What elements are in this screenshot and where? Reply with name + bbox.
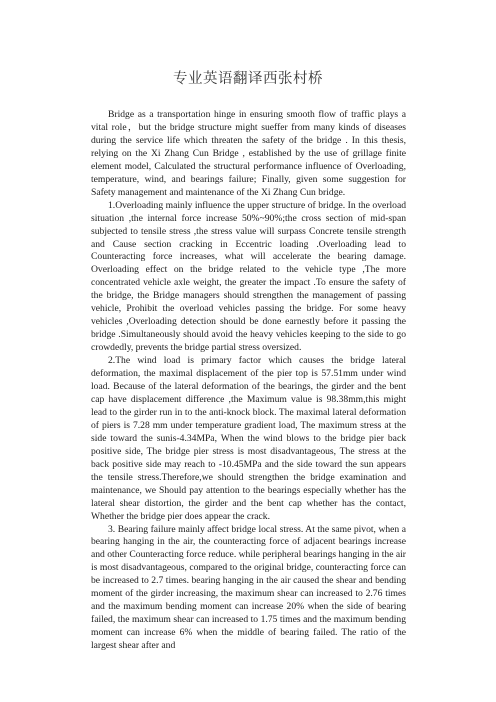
- paragraph-bearing-failure: 3. Bearing failure mainly affect bridge local stress. At the same pivot, when a bearing hanging in the air, the counteracting force of adjacent bearings increase and other Counteracting force reduce. while peripheral bearings hanging in the air is most disadvantageous, compared to the original bridge, counteracting force can be increased to 2.7 times. bearing hanging in the air caused the shear and bending moment of the girder increasing, the maximum shear can increased to 2.76 times and the maximum bending moment can increase 20% when the side of bearing failed, the maximum shear can increased to 1.75 times and the maximum bending moment can increase 6% when the middle of bearing failed. The ratio of the largest shear after and: [91, 523, 406, 652]
- document-body: [91, 109, 406, 653]
- paragraph-abstract: Bridge as a transportation hinge in ensuring smooth flow of traffic plays a vital role，but the bridge structure might sueffer from many kinds of diseases during the service life which threaten the safety of the bridge . In this thesis, relying on the Xi Zhang Cun Bridge , established by the use of grillage finite element model, Calculated the structural performance influence of Overloading, temperature, wind, and bearings failure; Finally, given some suggestion for Safety management and maintenance of the Xi Zhang Cun bridge.: [91, 109, 406, 198]
- paragraph-wind-load: 2.The wind load is primary factor which causes the bridge lateral deformation, the maximal displacement of the pier top is 57.51mm under wind load. Because of the lateral deformation of the bearings, the girder and the bent cap have displacement difference ,the Maximum value is 98.38mm,this might lead to the girder run in to the anti-knock block. The maximal lateral deformation of piers is 7.28 mm under temperature gradient load, The maximum stress at the side toward the sunis-4.34MPa, When the wind blows to the bridge pier back positive side, The bridge pier stress is most disadvantageous, The stress at the back positive side may reach to -10.45MPa and the side toward the sun appears the tensile stress.Therefore,we should strengthen the bridge examination and maintenance, we Should pay attention to the bearings especially whether has the lateral shear distortion, the girder and the bent cap whether has the contact, Whether the bridge pier does appear the crack.: [91, 355, 406, 522]
- paragraph-overloading: 1.Overloading mainly influence the upper structure of bridge. In the overload situation ,the internal force increase 50%~90%;the cross section of mid-span subjected to tensile stress ,the stress value will surpass Concrete tensile strength and Cause section cracking in Eccentric loading .Overloading lead to Counteracting force increases, what will accelerate the bearing damage. Overloading effect on the bridge related to the vehicle type ,The more concentrated vehicle axle weight, the greater the impact .To ensure the safety of the bridge, the Bridge managers should strengthen the management of passing vehicle, Prohibit the overload vehicles passing the bridge. For some heavy vehicles ,Overloading detection should be done earnestly before it passing the bridge .Simultaneously should avoid the heavy vehicles keeping to the side to go crowdedly, prevents the bridge partial stress oversized.: [91, 199, 406, 354]
- document-title: 专业英语翻译西张村桥: [173, 71, 323, 87]
